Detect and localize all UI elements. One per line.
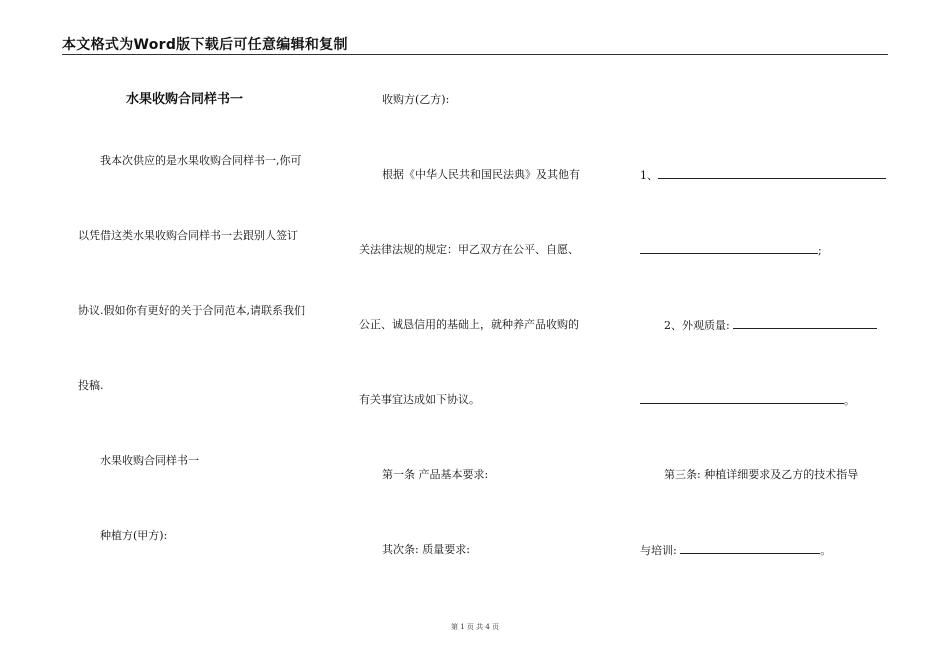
intro-line-3: 协议.假如你有更好的关于合同范本,请联系我们 — [78, 304, 305, 317]
header-text: 本文格式为Word版下载后可任意编辑和复制 — [62, 37, 348, 53]
item-1-blank[interactable] — [658, 168, 886, 179]
intro-line-2: 以凭借这类水果收购合同样书一去跟别人签订 — [78, 229, 298, 242]
page-footer: 第 1 页 共 4 页 — [450, 623, 500, 631]
item-1-row — [640, 168, 886, 183]
document-title: 水果收购合同样书一 — [126, 92, 244, 107]
preamble-line-1: 根据《中华人民共和国民法典》及其他有 — [382, 168, 580, 181]
intro-line-1: 我本次供应的是水果收购合同样书一,你可 — [100, 154, 302, 167]
page-header — [62, 32, 888, 55]
contract-subtitle: 水果收购合同样书一 — [100, 454, 199, 467]
item-1-continued-blank[interactable] — [640, 243, 818, 254]
training-row — [640, 543, 831, 558]
item-2-row — [664, 318, 877, 333]
preamble-line-3: 公正、诚恳信用的基础上，就种养产品收购的 — [359, 318, 579, 331]
training-label: 与培训: — [640, 544, 677, 557]
period-1: 。 — [844, 394, 855, 407]
preamble-line-4: 有关事宜达成如下协议。 — [359, 393, 480, 406]
appearance-quality-blank[interactable] — [733, 318, 877, 329]
item-1-continued-row — [640, 243, 822, 258]
semicolon: ; — [818, 244, 822, 257]
intro-line-4: 投稿. — [78, 379, 104, 392]
period-2: 。 — [820, 544, 832, 557]
article-2-heading: 其次条: 质量要求: — [382, 543, 470, 556]
item-2-label: 2、外观质量: — [664, 319, 730, 332]
party-a-label: 种植方(甲方): — [100, 529, 168, 542]
article-1-heading: 第一条 产品基本要求: — [382, 468, 489, 481]
preamble-line-2: 关法律法规的规定：甲乙双方在公平、自愿、 — [359, 243, 579, 256]
training-blank[interactable] — [680, 543, 820, 554]
item-2-continued-row — [640, 393, 855, 408]
item-2-continued-blank[interactable] — [640, 393, 844, 404]
article-3-heading: 第三条: 种植详细要求及乙方的技术指导 — [664, 468, 859, 481]
item-1-label: 1、 — [640, 169, 658, 182]
party-b-label: 收购方(乙方): — [382, 93, 450, 106]
